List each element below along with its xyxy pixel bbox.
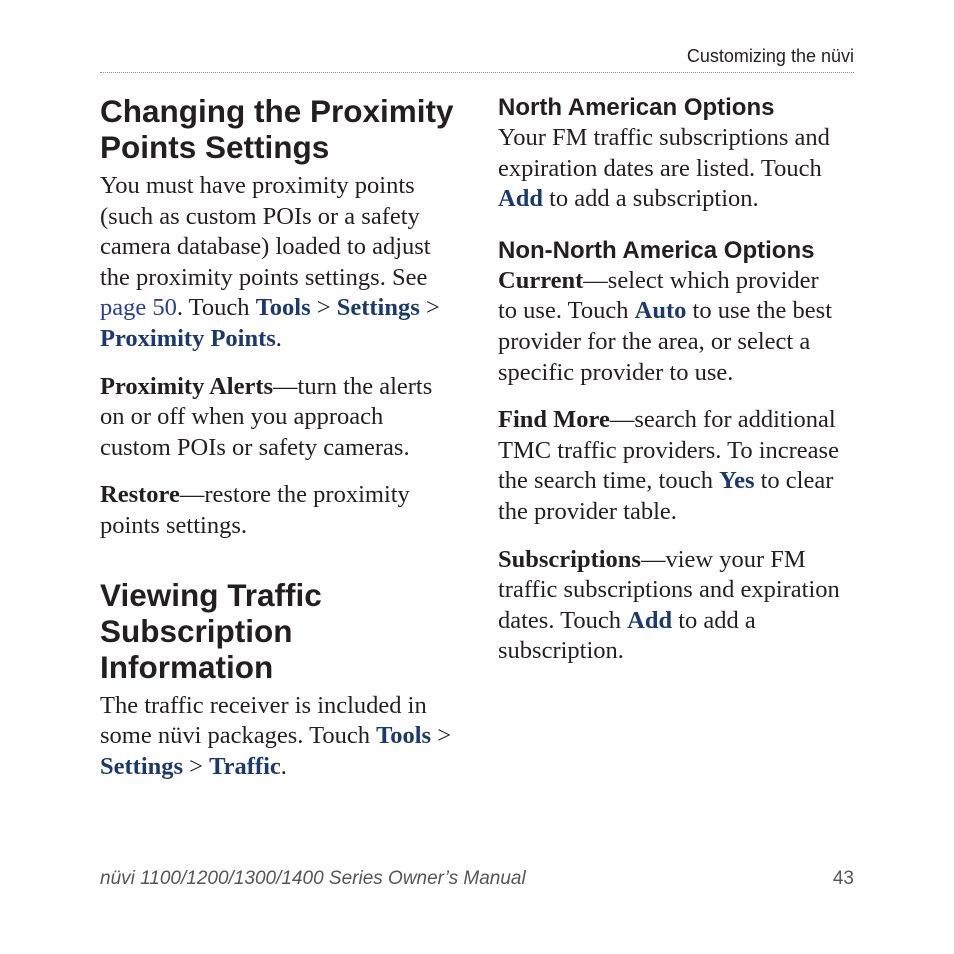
settings-menu-ref: Settings <box>336 294 420 322</box>
tools-menu-ref: Tools <box>255 294 311 322</box>
current-term: Current <box>498 266 584 294</box>
yes-button-ref: Yes <box>719 467 755 495</box>
north-american-paragraph: Your FM traffic subscriptions and expiration dates are listed. Touch Add to add a subscription. <box>498 124 830 213</box>
subscriptions-term: Subscriptions <box>498 545 641 573</box>
page-50-link[interactable]: page 50 <box>100 294 177 322</box>
header-divider <box>100 72 854 73</box>
subscriptions-paragraph: Subscriptions—view your FM traffic subscriptions and expiration dates. Touch Add to add a subscription. <box>498 545 840 665</box>
traffic-intro-paragraph: The traffic receiver is included in some nüvi packages. Touch Tools > Settings > Traffic. <box>100 691 452 780</box>
current-paragraph: Current—select which provider to use. Touch Auto to use the best provider for the area, or select a specific provider to use. <box>498 266 833 386</box>
proximity-alerts-term: Proximity Alerts <box>100 372 274 400</box>
page-number: 43 <box>832 868 854 889</box>
proximity-intro-paragraph: You must have proximity points (such as custom POIs or a safety camera database) loaded to adjust the proximity points settings. See page 50. Touch Tools > Settings > Proximity Points. <box>100 172 440 352</box>
auto-button-ref: Auto <box>634 297 687 325</box>
left-column <box>100 93 460 782</box>
right-column <box>498 93 843 667</box>
subheading-non-north-america: Non-North America Options <box>498 236 815 264</box>
section-heading-proximity: Changing the Proximity Points Settings <box>100 93 454 165</box>
manual-title: nüvi 1100/1200/1300/1400 Series Owner’s Manual <box>100 868 526 889</box>
tools-menu-ref: Tools <box>376 722 432 750</box>
proximity-points-menu-ref: Proximity Points <box>100 324 276 352</box>
find-more-paragraph: Find More—search for additional TMC traffic providers. To increase the search time, touch Yes to clear the provider table. <box>498 406 839 525</box>
traffic-menu-ref: Traffic <box>209 752 281 780</box>
proximity-alerts-paragraph: Proximity Alerts—turn the alerts on or off when you approach custom POIs or safety cameras. <box>100 372 433 461</box>
restore-term: Restore <box>100 481 180 509</box>
add-button-ref: Add <box>498 185 543 213</box>
settings-menu-ref: Settings <box>100 752 184 780</box>
running-header: Customizing the nüvi <box>686 46 854 66</box>
find-more-term: Find More <box>498 406 610 434</box>
section-heading-traffic: Viewing Traffic Subscription Information <box>100 576 322 685</box>
add-button-ref: Add <box>627 606 673 634</box>
subheading-north-american: North American Options <box>498 94 775 121</box>
restore-paragraph: Restore—restore the proximity points settings. <box>100 481 410 539</box>
page-footer <box>100 868 854 890</box>
